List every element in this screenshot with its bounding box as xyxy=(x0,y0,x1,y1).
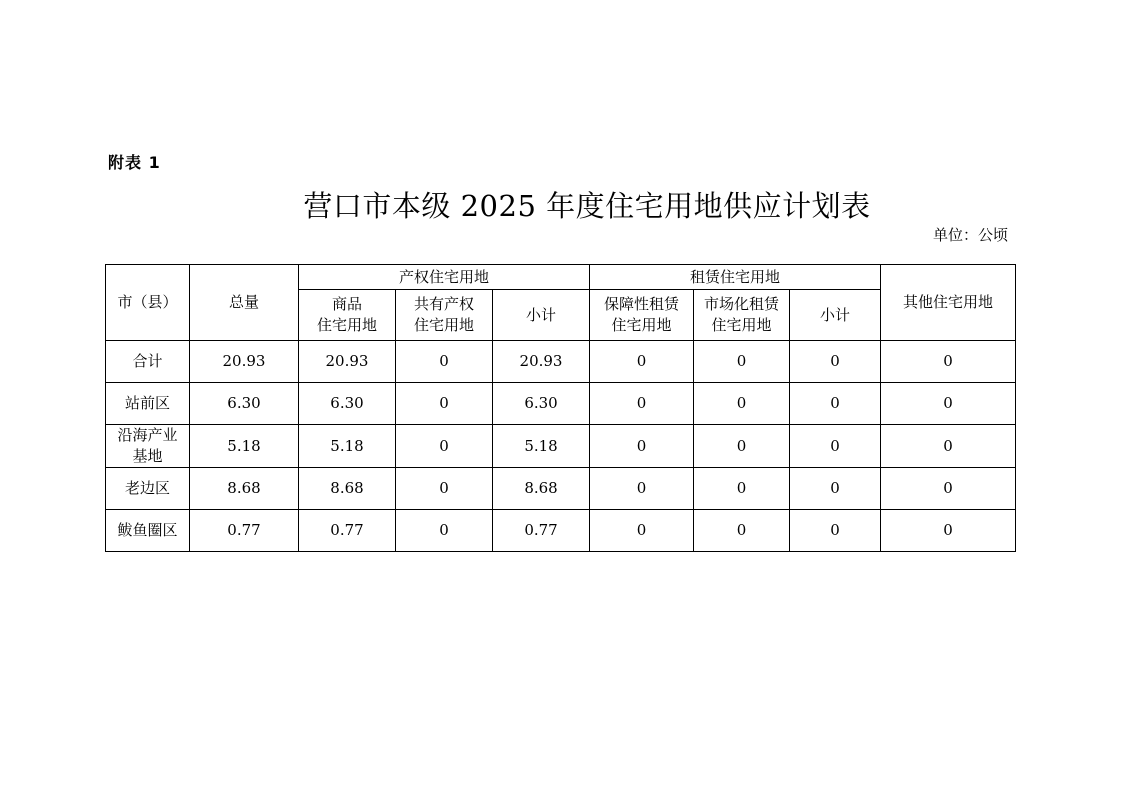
cell-rental-subtotal: 0 xyxy=(790,383,881,425)
header-affordable-line1: 保障性租赁 xyxy=(604,295,680,313)
cell-commercial: 20.93 xyxy=(299,341,396,383)
cell-region xyxy=(106,425,190,468)
cell-commercial: 6.30 xyxy=(299,383,396,425)
header-market-line1: 市场化租赁 xyxy=(704,295,780,313)
cell-rental-subtotal: 0 xyxy=(790,468,881,510)
table-row xyxy=(106,425,1016,468)
cell-shared: 0 xyxy=(396,468,493,510)
cell-affordable: 0 xyxy=(590,510,694,552)
header-total: 总量 xyxy=(190,265,299,341)
cell-region: 站前区 xyxy=(106,383,190,425)
table-row xyxy=(106,383,1016,425)
cell-other: 0 xyxy=(881,425,1016,468)
cell-ownership-subtotal: 6.30 xyxy=(493,383,590,425)
cell-other: 0 xyxy=(881,341,1016,383)
table-row xyxy=(106,510,1016,552)
table-row xyxy=(106,468,1016,510)
header-region: 市（县） xyxy=(106,265,190,341)
header-market-line2: 住宅用地 xyxy=(711,316,772,334)
header-rental-subtotal: 小计 xyxy=(790,290,881,341)
header-affordable xyxy=(590,290,694,341)
header-other: 其他住宅用地 xyxy=(881,265,1016,341)
cell-region: 合计 xyxy=(106,341,190,383)
header-rental-group: 租赁住宅用地 xyxy=(590,265,881,290)
cell-shared: 0 xyxy=(396,383,493,425)
cell-affordable: 0 xyxy=(590,425,694,468)
cell-shared: 0 xyxy=(396,510,493,552)
header-commercial-line2: 住宅用地 xyxy=(316,316,377,334)
cell-affordable: 0 xyxy=(590,383,694,425)
cell-total: 0.77 xyxy=(190,510,299,552)
header-commercial xyxy=(299,290,396,341)
cell-commercial: 8.68 xyxy=(299,468,396,510)
header-ownership-subtotal: 小计 xyxy=(493,290,590,341)
cell-market: 0 xyxy=(694,383,790,425)
cell-ownership-subtotal: 5.18 xyxy=(493,425,590,468)
cell-rental-subtotal: 0 xyxy=(790,425,881,468)
cell-affordable: 0 xyxy=(590,341,694,383)
page-title: 营口市本级 2025 年度住宅用地供应计划表 xyxy=(303,189,871,223)
land-supply-plan-table xyxy=(105,264,1016,552)
cell-total: 6.30 xyxy=(190,383,299,425)
cell-ownership-subtotal: 0.77 xyxy=(493,510,590,552)
header-affordable-line2: 住宅用地 xyxy=(611,316,672,334)
cell-total: 5.18 xyxy=(190,425,299,468)
cell-market: 0 xyxy=(694,510,790,552)
cell-market: 0 xyxy=(694,425,790,468)
cell-ownership-subtotal: 20.93 xyxy=(493,341,590,383)
cell-commercial: 0.77 xyxy=(299,510,396,552)
cell-total: 8.68 xyxy=(190,468,299,510)
cell-region-line2: 基地 xyxy=(132,447,163,465)
cell-other: 0 xyxy=(881,383,1016,425)
header-shared xyxy=(396,290,493,341)
header-shared-line1: 共有产权 xyxy=(413,295,474,313)
cell-market: 0 xyxy=(694,341,790,383)
appendix-label: 附表 1 xyxy=(108,153,161,172)
unit-label: 单位：公顷 xyxy=(932,226,1008,244)
cell-affordable: 0 xyxy=(590,468,694,510)
cell-rental-subtotal: 0 xyxy=(790,341,881,383)
cell-shared: 0 xyxy=(396,341,493,383)
cell-region: 老边区 xyxy=(106,468,190,510)
cell-region: 鲅鱼圈区 xyxy=(106,510,190,552)
cell-shared: 0 xyxy=(396,425,493,468)
cell-commercial: 5.18 xyxy=(299,425,396,468)
cell-total: 20.93 xyxy=(190,341,299,383)
header-commercial-line1: 商品 xyxy=(331,295,362,313)
table-row xyxy=(106,341,1016,383)
header-shared-line2: 住宅用地 xyxy=(413,316,474,334)
cell-ownership-subtotal: 8.68 xyxy=(493,468,590,510)
cell-rental-subtotal: 0 xyxy=(790,510,881,552)
cell-other: 0 xyxy=(881,510,1016,552)
header-ownership-group: 产权住宅用地 xyxy=(299,265,590,290)
header-market xyxy=(694,290,790,341)
cell-region-line1: 沿海产业 xyxy=(117,426,178,444)
cell-market: 0 xyxy=(694,468,790,510)
cell-other: 0 xyxy=(881,468,1016,510)
header-row-group xyxy=(106,265,1016,290)
